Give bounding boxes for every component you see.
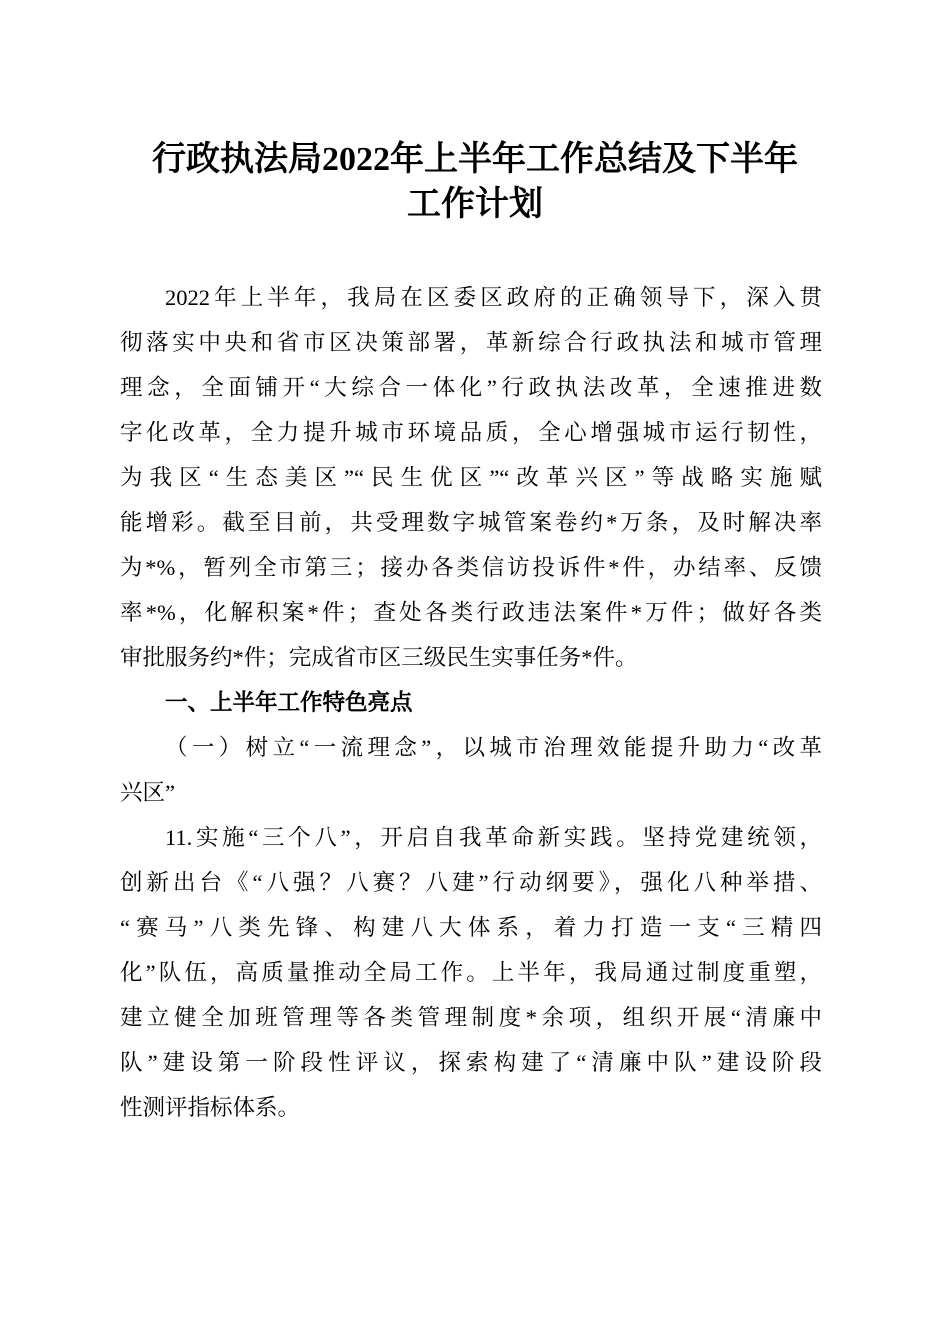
text-line: 为我区“生态美区”“民生优区”“改革兴区”等战略实施赋 bbox=[120, 465, 822, 490]
text-line: 兴区” bbox=[120, 780, 175, 805]
subsection-heading bbox=[120, 725, 822, 815]
text-line: 率*%，化解积案*件；查处各类行政违法案件*万件；做好各类 bbox=[120, 600, 822, 625]
text-line: （一）树立“一流理念”，以城市治理效能提升助力“改革 bbox=[165, 735, 822, 760]
title-line: 行政执法局2022年上半年工作总结及下半年 bbox=[152, 141, 798, 178]
section-heading bbox=[120, 680, 822, 725]
text-line: “赛马”八类先锋、构建八大体系，着力打造一支“三精四 bbox=[120, 915, 822, 940]
text-line: 性测评指标体系。 bbox=[120, 1095, 301, 1120]
paragraph bbox=[120, 815, 822, 1130]
text-line: 理念，全面铺开“大综合一体化”行政执法改革，全速推进数 bbox=[120, 375, 822, 400]
paragraph bbox=[120, 275, 822, 680]
text-line: 11.实施“三个八”，开启自我革命新实践。坚持党建统领， bbox=[165, 825, 822, 850]
text-line: 彻落实中央和省市区决策部署，革新综合行政执法和城市管理 bbox=[120, 330, 822, 355]
title-line: 工作计划 bbox=[407, 186, 543, 223]
text-line: 能增彩。截至目前，共受理数字城管案卷约*万条，及时解决率 bbox=[120, 510, 822, 535]
text-line: 创新出台《“八强？八赛？八建”行动纲要》，强化八种举措、 bbox=[120, 870, 822, 895]
text-line: 审批服务约*件；完成省市区三级民生实事任务*件。 bbox=[120, 645, 638, 670]
text-line: 一、上半年工作特色亮点 bbox=[165, 690, 413, 715]
text-line: 2022年上半年，我局在区委区政府的正确领导下，深入贯 bbox=[165, 285, 822, 310]
text-line: 建立健全加班管理等各类管理制度*余项，组织开展“清廉中 bbox=[120, 1005, 822, 1030]
text-line: 队”建设第一阶段性评议，探索构建了“清廉中队”建设阶段 bbox=[120, 1050, 822, 1075]
document-body bbox=[120, 275, 822, 1130]
text-line: 化”队伍，高质量推动全局工作。上半年，我局通过制度重塑， bbox=[120, 960, 822, 985]
text-line: 字化改革，全力提升城市环境品质，全心增强城市运行韧性， bbox=[120, 420, 822, 445]
text-line: 为*%，暂列全市第三；接办各类信访投诉件*件，办结率、反馈 bbox=[120, 555, 822, 580]
